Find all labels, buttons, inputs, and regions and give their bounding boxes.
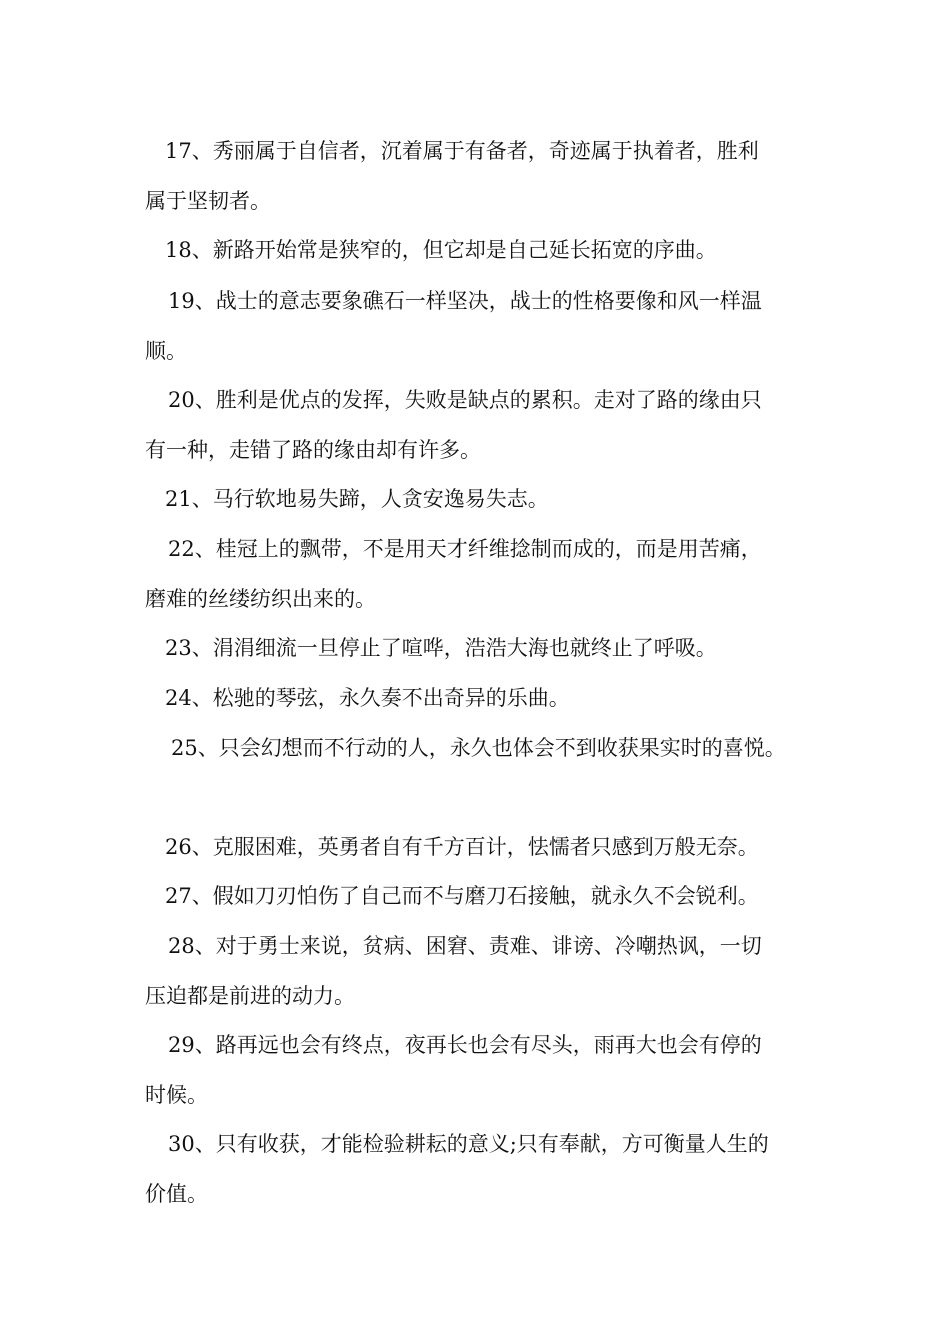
- paragraph-21-line-1: 21、马行软地易失蹄，人贪安逸易失志。: [165, 487, 549, 511]
- paragraph-30-line-2: 价值。: [145, 1182, 208, 1206]
- paragraph-17-line-1: 17、秀丽属于自信者，沉着属于有备者，奇迹属于执着者，胜利: [165, 139, 759, 163]
- paragraph-20-line-1: 20、胜利是优点的发挥，失败是缺点的累积。走对了路的缘由只: [168, 388, 762, 412]
- paragraph-19-line-2: 顺。: [145, 339, 187, 363]
- paragraph-22-line-1: 22、桂冠上的飘带，不是用天才纤维捻制而成的，而是用苦痛，: [168, 537, 762, 561]
- paragraph-22-line-2: 磨难的丝缕纺织出来的。: [145, 587, 376, 611]
- paragraph-28-line-2: 压迫都是前进的动力。: [145, 984, 355, 1008]
- paragraph-30-line-1: 30、只有收获，才能检验耕耘的意义;只有奉献，方可衡量人生的: [168, 1132, 769, 1156]
- paragraph-28-line-1: 28、对于勇士来说，贫病、困窘、责难、诽谤、冷嘲热讽，一切: [168, 934, 762, 958]
- paragraph-23-line-1: 23、涓涓细流一旦停止了喧哗，浩浩大海也就终止了呼吸。: [165, 636, 717, 660]
- paragraph-18-line-1: 18、新路开始常是狭窄的，但它却是自己延长拓宽的序曲。: [165, 238, 717, 262]
- paragraph-26-line-1: 26、克服困难，英勇者自有千方百计，怯懦者只感到万般无奈。: [165, 835, 759, 859]
- paragraph-20-line-2: 有一种，走错了路的缘由却有许多。: [145, 438, 481, 462]
- paragraph-29-line-2: 时候。: [145, 1083, 208, 1107]
- paragraph-25-line-1: 25、只会幻想而不行动的人，永久也体会不到收获果实时的喜悦。: [171, 736, 786, 760]
- paragraph-24-line-1: 24、松驰的琴弦，永久奏不出奇异的乐曲。: [165, 686, 570, 710]
- paragraph-17-line-2: 属于坚韧者。: [145, 189, 271, 213]
- paragraph-27-line-1: 27、假如刀刃怕伤了自己而不与磨刀石接触，就永久不会锐利。: [165, 884, 759, 908]
- paragraph-29-line-1: 29、路再远也会有终点，夜再长也会有尽头，雨再大也会有停的: [168, 1033, 762, 1057]
- paragraph-19-line-1: 19、战士的意志要象礁石一样坚决，战士的性格要像和风一样温: [168, 289, 762, 313]
